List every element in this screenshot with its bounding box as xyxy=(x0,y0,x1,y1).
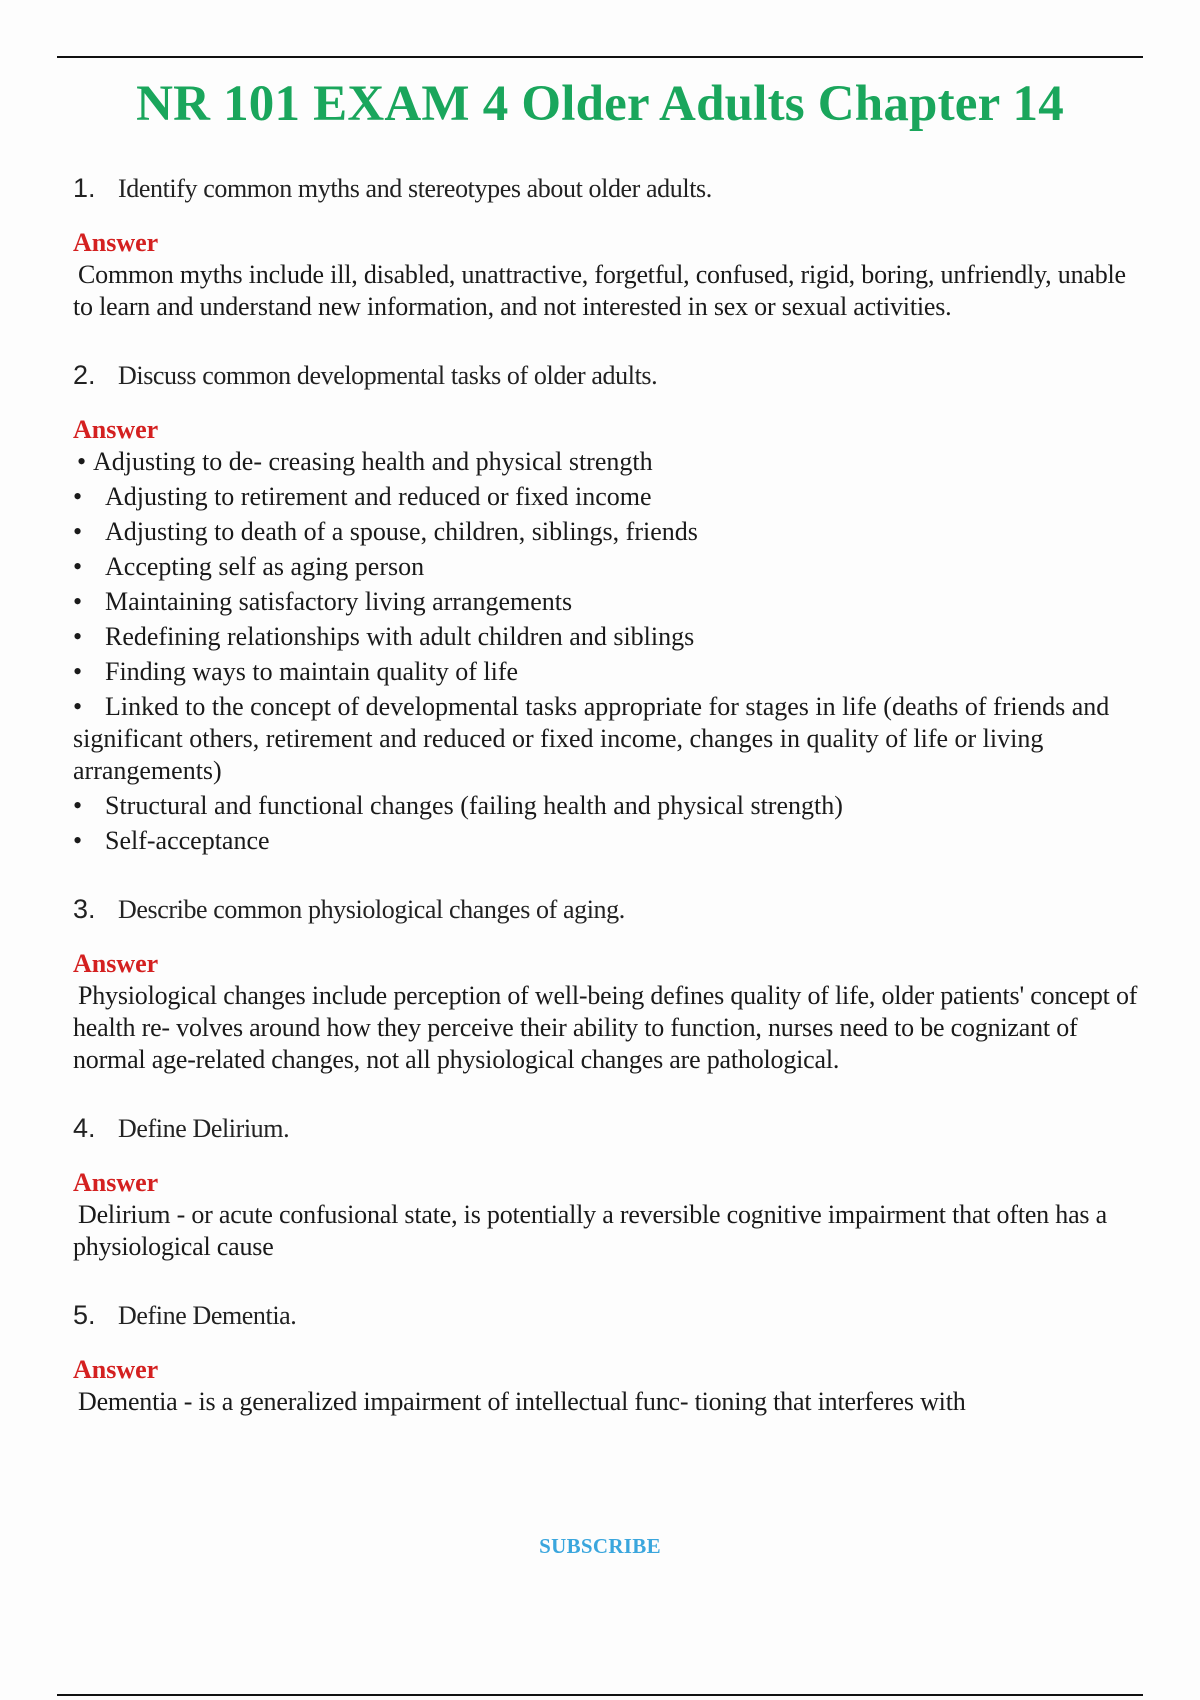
answer-bullet-list xyxy=(73,446,1140,857)
answer-text-4: Delirium - or acute confusional state, is potentially a reversible cognitive impairment that often has a physiological cause xyxy=(73,1200,1107,1261)
top-rule xyxy=(57,56,1143,58)
question-number: 5. xyxy=(73,1300,96,1330)
question-number: 3. xyxy=(73,894,96,924)
answer-label: Answer xyxy=(73,949,159,978)
answer-text-3: Physiological changes include perception of well-being defines quality of life, older patients' concept of health re- volves around how they perceive their ability to function, nurses need to be cognizant of normal age-related changes, not all physiological changes are pathological. xyxy=(73,981,1138,1074)
question-text: Describe common physiological changes of aging. xyxy=(118,895,625,924)
answer-label: Answer xyxy=(73,1168,159,1197)
list-item: • Finding ways to maintain quality of life xyxy=(73,657,519,686)
list-item: • Linked to the concept of developmental tasks appropriate for stages in life (deaths of friends and significant others, retirement and reduced or fixed income, changes in quality of life or living arrangements) xyxy=(73,692,1110,785)
list-item: • Adjusting to retirement and reduced or fixed income xyxy=(73,482,652,511)
list-item: • Adjusting to death of a spouse, children, siblings, friends xyxy=(73,517,698,546)
question-5 xyxy=(73,1299,1140,1332)
list-item: • Maintaining satisfactory living arrangements xyxy=(73,587,573,616)
answer-text-5: Dementia - is a generalized impairment of intellectual func- tioning that interferes with xyxy=(78,1387,966,1416)
question-text: Define Delirium. xyxy=(118,1114,290,1143)
list-item: • Structural and functional changes (failing health and physical strength) xyxy=(73,791,843,820)
list-item: • Accepting self as aging person xyxy=(73,552,425,581)
answer-label: Answer xyxy=(73,1355,159,1384)
document-content xyxy=(73,172,1140,1418)
question-number: 1. xyxy=(73,173,96,203)
bottom-rule xyxy=(57,1694,1143,1696)
answer-label: Answer xyxy=(73,228,159,257)
list-item: • Adjusting to de- creasing health and physical strength xyxy=(77,447,653,476)
question-number: 2. xyxy=(73,360,96,390)
question-4 xyxy=(73,1112,1140,1145)
document-title: NR 101 EXAM 4 Older Adults Chapter 14 xyxy=(136,76,1064,132)
question-text: Discuss common developmental tasks of older adults. xyxy=(118,361,658,390)
question-text: Identify common myths and stereotypes about older adults. xyxy=(118,174,712,203)
list-item: • Self-acceptance xyxy=(73,826,270,855)
question-1 xyxy=(73,172,1140,205)
question-text: Define Dementia. xyxy=(118,1301,297,1330)
question-number: 4. xyxy=(73,1113,96,1143)
answer-text-1: Common myths include ill, disabled, unattractive, forgetful, confused, rigid, boring, unfriendly, unable to learn and understand new information, and not interested in sex or sexual activities. xyxy=(73,260,1126,321)
question-3 xyxy=(73,893,1140,926)
list-item: • Redefining relationships with adult children and siblings xyxy=(73,622,695,651)
answer-label: Answer xyxy=(73,415,159,444)
question-2 xyxy=(73,359,1140,392)
subscribe-link[interactable]: SUBSCRIBE xyxy=(539,1534,661,1558)
